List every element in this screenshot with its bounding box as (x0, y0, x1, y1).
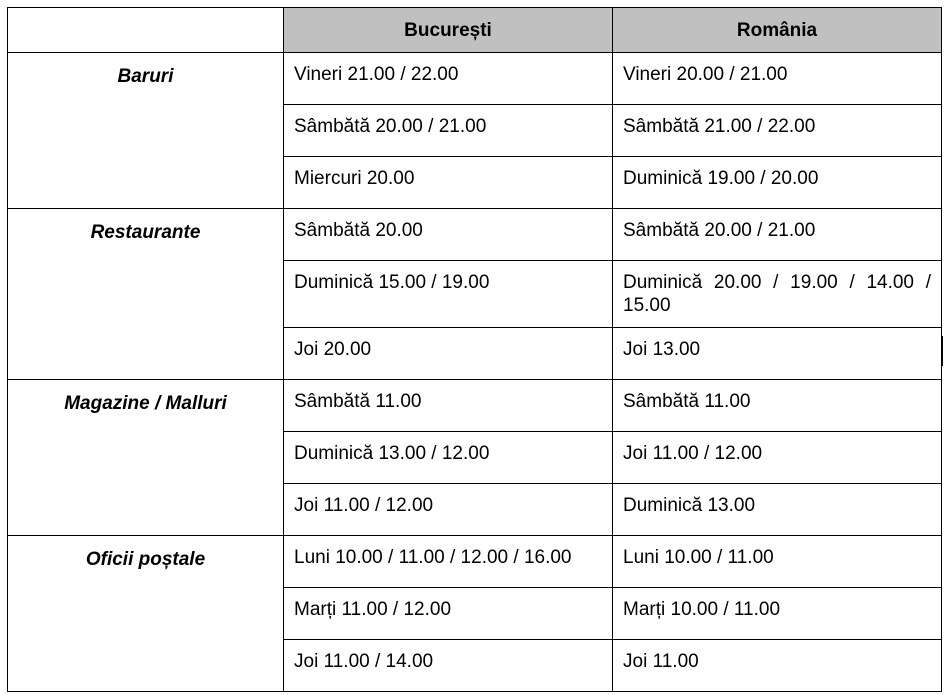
table-row (8, 536, 942, 588)
cell-romania: Joi 13.00 (613, 328, 942, 380)
header-row (8, 8, 942, 53)
cell-romania: Marți 10.00 / 11.00 (613, 588, 942, 640)
cell-romania: Luni 10.00 / 11.00 (613, 536, 942, 588)
table-row (8, 53, 942, 105)
cell-bucuresti: Duminică 13.00 / 12.00 (284, 432, 613, 484)
cell-bucuresti: Joi 11.00 / 12.00 (284, 484, 613, 536)
cell-bucuresti: Miercuri 20.00 (284, 157, 613, 209)
table-row (8, 380, 942, 432)
cell-romania: Vineri 20.00 / 21.00 (613, 53, 942, 105)
category-baruri: Baruri (8, 53, 284, 209)
schedule-table (7, 7, 942, 692)
cell-bucuresti: Joi 20.00 (284, 328, 613, 380)
cell-romania: Joi 11.00 (613, 640, 942, 692)
text-cursor-mark (942, 336, 943, 366)
cell-bucuresti: Sâmbătă 11.00 (284, 380, 613, 432)
cell-romania: Sâmbătă 21.00 / 22.00 (613, 105, 942, 157)
cell-bucuresti: Duminică 15.00 / 19.00 (284, 261, 613, 328)
cell-bucuresti: Sâmbătă 20.00 (284, 209, 613, 261)
cell-bucuresti: Joi 11.00 / 14.00 (284, 640, 613, 692)
cell-bucuresti: Vineri 21.00 / 22.00 (284, 53, 613, 105)
cell-romania: Duminică 13.00 (613, 484, 942, 536)
cell-bucuresti: Marți 11.00 / 12.00 (284, 588, 613, 640)
category-restaurante: Restaurante (8, 209, 284, 380)
cell-bucuresti: Sâmbătă 20.00 / 21.00 (284, 105, 613, 157)
category-magazine-malluri: Magazine / Malluri (8, 380, 284, 536)
category-oficii-postale: Oficii poștale (8, 536, 284, 692)
cell-romania: Joi 11.00 / 12.00 (613, 432, 942, 484)
cell-romania: Sâmbătă 20.00 / 21.00 (613, 209, 942, 261)
header-empty-cell (8, 8, 284, 53)
cell-romania: Duminică 20.00 / 19.00 / 14.00 / 15.00 (613, 261, 942, 328)
cell-romania: Duminică 19.00 / 20.00 (613, 157, 942, 209)
header-bucuresti: București (284, 8, 613, 53)
table-row (8, 209, 942, 261)
header-romania: România (613, 8, 942, 53)
cell-romania: Sâmbătă 11.00 (613, 380, 942, 432)
cell-bucuresti: Luni 10.00 / 11.00 / 12.00 / 16.00 (284, 536, 613, 588)
